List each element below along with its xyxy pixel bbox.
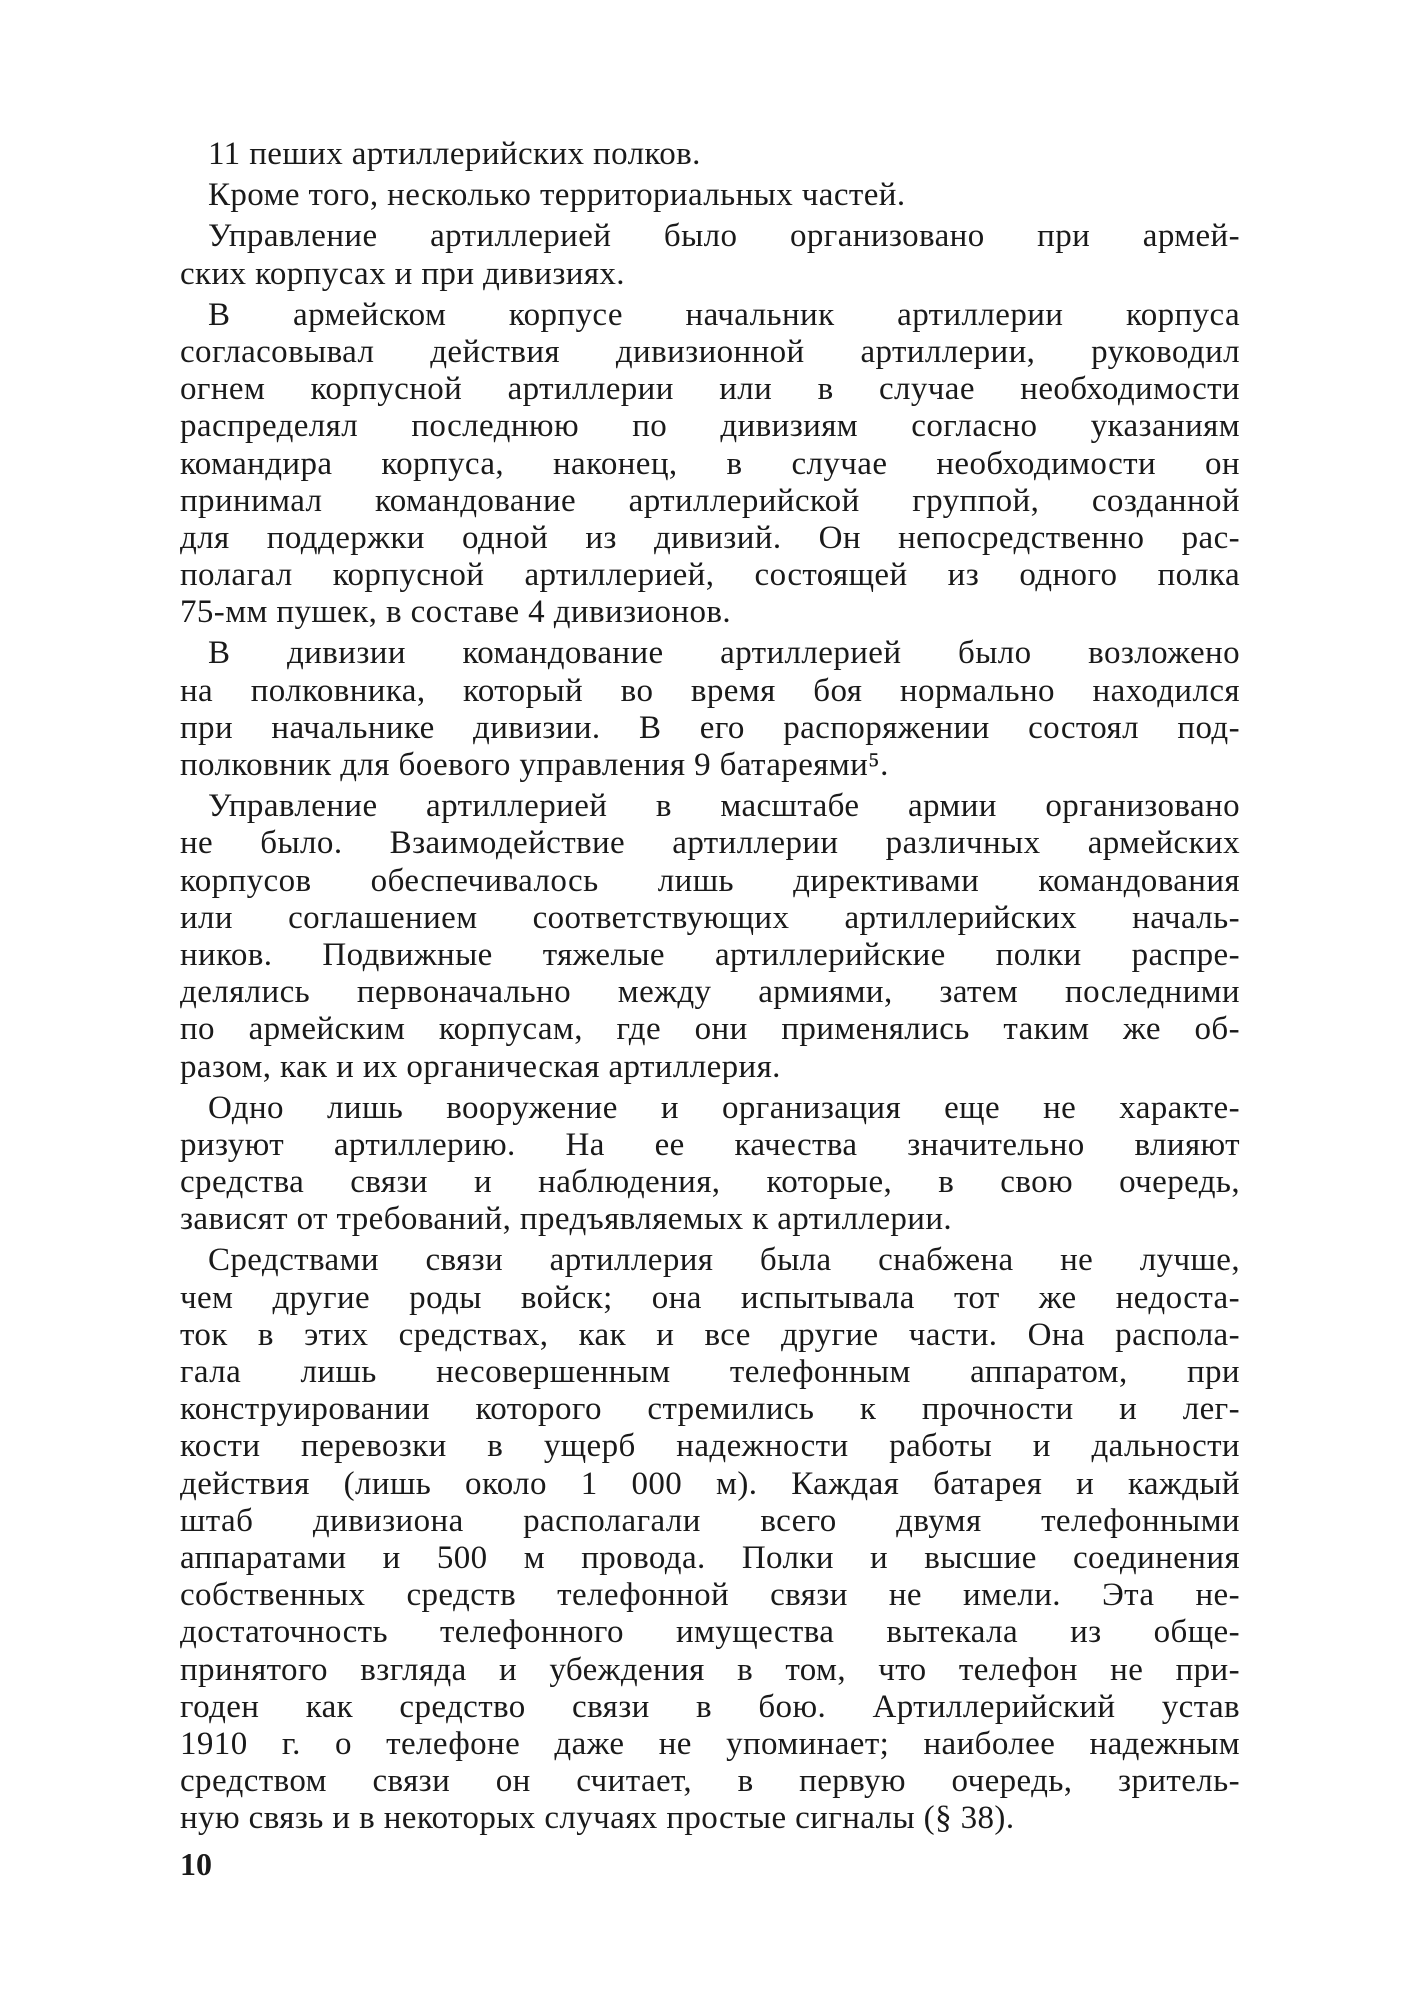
text-line: разом, как и их органическая артиллерия.	[180, 1048, 781, 1085]
text-line: аппаратами и 500 м провода. Полки и высшие соединения	[180, 1539, 1240, 1576]
text-line: делялись первоначально между армиями, затем последними	[180, 974, 1240, 1011]
paragraph	[180, 1090, 1240, 1239]
text-line: распределял последнюю по дивизиям согласно указаниям	[180, 408, 1240, 445]
text-line: 75-мм пушек, в составе 4 дивизионов.	[180, 594, 731, 631]
text-line: командира корпуса, наконец, в случае необходимости он	[180, 445, 1240, 482]
text-line: согласовывал действия дивизионной артиллерии, руководил	[180, 333, 1240, 370]
text-line: Управление артиллерией было организовано при армей-	[208, 218, 1240, 255]
text-line: при начальнике дивизии. В его распоряжении состоял под-	[180, 709, 1240, 746]
text-line: огнем корпусной артиллерии или в случае необходимости	[180, 371, 1240, 408]
text-line: В армейском корпусе начальник артиллерии корпуса	[208, 296, 1240, 333]
text-line: собственных средств телефонной связи не имели. Эта не-	[180, 1577, 1240, 1614]
text-line: корпусов обеспечивалось лишь директивами командования	[180, 862, 1240, 899]
text-line: на полковника, который во время боя нормально находился	[180, 672, 1240, 709]
paragraph	[180, 136, 1240, 173]
text-line: не было. Взаимодействие артиллерии различных армейских	[180, 825, 1240, 862]
text-line: В дивизии командование артиллерией было возложено	[208, 635, 1240, 672]
text-line: зависят от требований, предъявляемых к артиллерии.	[180, 1201, 953, 1238]
text-line: по армейским корпусам, где они применялись таким же об-	[180, 1011, 1240, 1048]
text-line: ников. Подвижные тяжелые артиллерийские полки распре-	[180, 936, 1240, 973]
text-line: принятого взгляда и убеждения в том, что телефон не при-	[180, 1651, 1240, 1688]
text-line: средства связи и наблюдения, которые, в свою очередь,	[180, 1164, 1240, 1201]
page-number: 10	[180, 1846, 212, 1882]
text-line: годен как средство связи в бою. Артиллерийский устав	[180, 1688, 1240, 1725]
text-line: средством связи он считает, в первую очередь, зритель-	[180, 1763, 1240, 1800]
text-line: штаб дивизиона располагали всего двумя телефонными	[180, 1502, 1240, 1539]
text-line: полковник для боевого управления 9 батареями⁵.	[180, 747, 889, 783]
text-line: кости перевозки в ущерб надежности работы и дальности	[180, 1428, 1240, 1465]
paragraph	[180, 297, 1240, 632]
paragraph	[180, 177, 1240, 214]
paragraph	[180, 1242, 1240, 1837]
text-line: принимал командование артиллерийской группой, созданной	[180, 482, 1240, 519]
text-line: Одно лишь вооружение и организация еще не характе-	[208, 1089, 1240, 1126]
text-line: для поддержки одной из дивизий. Он непосредственно рас-	[180, 519, 1240, 556]
text-line: или соглашением соответствующих артиллерийских началь-	[180, 899, 1240, 936]
text-line: чем другие роды войск; она испытывала тот же недоста-	[180, 1279, 1240, 1316]
text-line: ризуют артиллерию. На ее качества значительно влияют	[180, 1126, 1240, 1163]
text-line: 1910 г. о телефоне даже не упоминает; наиболее надежным	[180, 1725, 1240, 1762]
paragraph	[180, 635, 1240, 784]
text-line: Средствами связи артиллерия была снабжена не лучше,	[208, 1242, 1240, 1279]
paragraph	[180, 218, 1240, 292]
text-line: достаточность телефонного имущества вытекала из обще-	[180, 1614, 1240, 1651]
text-line: гала лишь несовершенным телефонным аппаратом, при	[180, 1354, 1240, 1390]
paragraph	[180, 788, 1240, 1086]
text-line: ток в этих средствах, как и все другие части. Она распола-	[180, 1316, 1240, 1353]
body-text	[180, 136, 1240, 1841]
text-line: полагал корпусной артиллерией, состоящей из одного полка	[180, 557, 1240, 594]
text-line: Управление артиллерией в масштабе армии организовано	[208, 788, 1240, 825]
text-line: 11 пеших артиллерийских полков.	[208, 136, 701, 172]
text-line: ную связь и в некоторых случаях простые сигналы (§ 38).	[180, 1800, 1015, 1837]
text-line: действия (лишь около 1 000 м). Каждая батарея и каждый	[180, 1465, 1240, 1502]
text-line: Кроме того, несколько территориальных частей.	[208, 177, 906, 214]
text-line: ских корпусах и при дивизиях.	[180, 255, 625, 292]
text-line: конструировании которого стремились к прочности и лег-	[180, 1391, 1240, 1428]
